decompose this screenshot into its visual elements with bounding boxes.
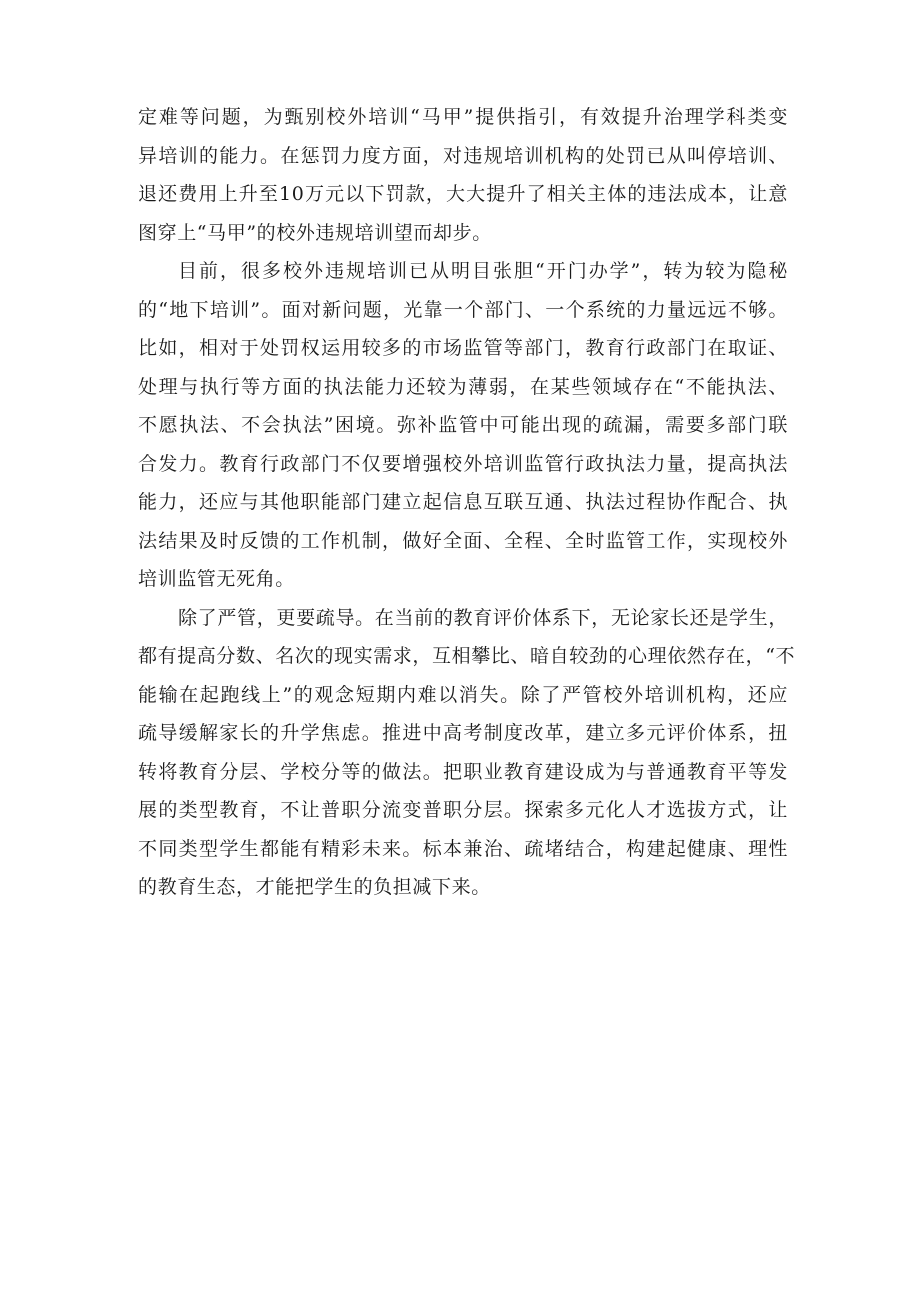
- text-line: 能输在起跑线上”的观念短期内难以消失。除了严管校外培训机构，还应: [138, 683, 788, 706]
- text-line: 的“地下培训”。面对新问题，光靠一个部门、一个系统的力量远远不够。: [138, 298, 788, 321]
- text-line: 都有提高分数、名次的现实需求，互相攀比、暗自较劲的心理依然存在，“不: [138, 645, 796, 667]
- text-line: 培训监管无死角。: [138, 568, 295, 590]
- text-line: 法结果及时反馈的工作机制，做好全面、全程、全时监管工作，实现校外: [138, 529, 788, 552]
- document-body: [138, 98, 796, 907]
- text-line: 不愿执法、不会执法”困境。弥补监管中可能出现的疏漏，需要多部门联: [138, 414, 788, 436]
- text-line: 处理与执行等方面的执法能力还较为薄弱，在某些领域存在“不能执法、: [138, 375, 788, 398]
- text-line: 合发力。教育行政部门不仅要增强校外培训监管行政执法力量，提高执法: [138, 452, 788, 475]
- text-line: 展的类型教育，不让普职分流变普职分层。探索多元化人才选拔方式，让: [138, 799, 788, 821]
- text-line: 转将教育分层、学校分等的做法。把职业教育建设成为与普通教育平等发: [138, 760, 788, 783]
- text-line: 图穿上“马甲”的校外违规培训望而却步。: [138, 221, 492, 244]
- text-line: 除了严管，更要疏导。在当前的教育评价体系下，无论家长还是学生，: [178, 606, 788, 629]
- text-line: 疏导缓解家长的升学焦虑。推进中高考制度改革，建立多元评价体系，扭: [138, 722, 788, 744]
- text-line: 能力，还应与其他职能部门建立起信息互联互通、执法过程协作配合、执: [138, 491, 788, 513]
- text-line: 定难等问题，为甄别校外培训“马甲”提供指引，有效提升治理学科类变: [138, 106, 788, 128]
- text-line: 不同类型学生都能有精彩未来。标本兼治、疏堵结合，构建起健康、理性: [138, 837, 788, 860]
- paragraph-2: [138, 252, 788, 599]
- text-line: 的教育生态，才能把学生的负担减下来。: [138, 876, 491, 898]
- paragraph-3: [138, 599, 796, 907]
- text-line: 退还费用上升至10万元以下罚款，大大提升了相关主体的违法成本，让意: [138, 183, 788, 205]
- paragraph-1: [138, 98, 788, 252]
- text-line: 目前，很多校外违规培训已从明目张胆“开门办学”，转为较为隐秘: [178, 260, 788, 282]
- text-line: 比如，相对于处罚权运用较多的市场监管等部门，教育行政部门在取证、: [138, 337, 788, 359]
- text-line: 异培训的能力。在惩罚力度方面，对违规培训机构的处罚已从叫停培训、: [138, 144, 788, 167]
